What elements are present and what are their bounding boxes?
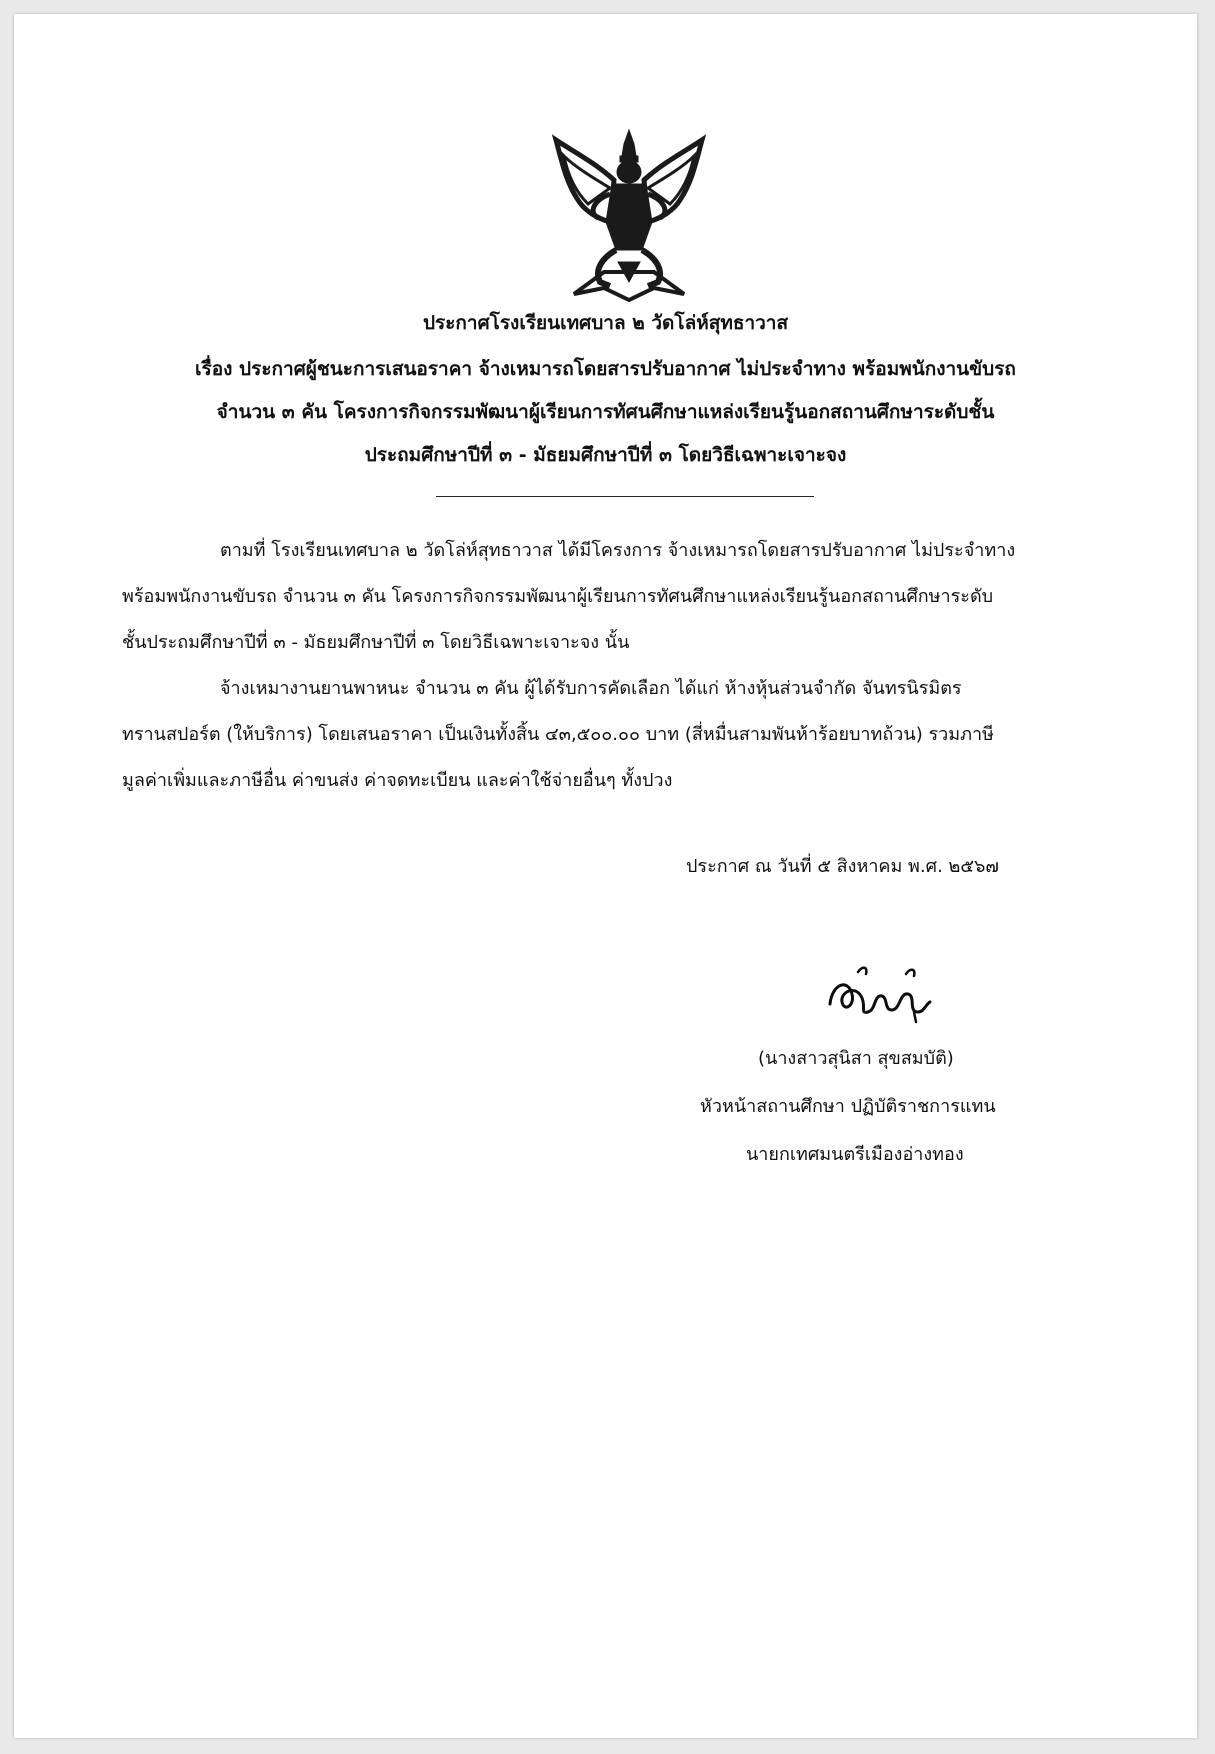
announcement-date: ประกาศ ณ วันที่ ๕ สิงหาคม พ.ศ. ๒๕๖๗ — [686, 856, 999, 877]
handwritten-signature — [822, 954, 942, 1024]
document-heading: ประกาศโรงเรียนเทศบาล ๒ วัดโล่ห์สุทธาวาส — [422, 312, 789, 334]
garuda-emblem-icon — [544, 122, 714, 302]
signer-name: (นางสาวสุนิสา สุขสมบัติ) — [758, 1048, 954, 1069]
paragraph-1-line-2: พร้อมพนักงานขับรถ จำนวน ๓ คัน โครงการกิจกรรมพัฒนาผู้เรียนการทัศนศึกษาแหล่งเรียนรู้นอกสถานศึกษาระดับ — [122, 586, 994, 607]
paragraph-2-line-1: จ้างเหมางานยานพาหนะ จำนวน ๓ คัน ผู้ได้รับการคัดเลือก ได้แก่ ห้างหุ้นส่วนจำกัด จันทรนิรมิตร — [220, 678, 962, 699]
signer-position: หัวหน้าสถานศึกษา ปฏิบัติราชการแทน — [700, 1096, 996, 1117]
paragraph-1-line-3: ชั้นประถมศึกษาปีที่ ๓ - มัธยมศึกษาปีที่ ๓ โดยวิธีเฉพาะเจาะจง นั้น — [122, 632, 630, 653]
signer-role: นายกเทศมนตรีเมืองอ่างทอง — [746, 1144, 964, 1165]
heading-divider — [436, 496, 814, 497]
subject-line-2: จำนวน ๓ คัน โครงการกิจกรรมพัฒนาผู้เรียนการทัศนศึกษาแหล่งเรียนรู้นอกสถานศึกษาระดับชั้น — [216, 401, 995, 423]
document-page — [14, 14, 1197, 1738]
subject-line-3: ประถมศึกษาปีที่ ๓ - มัธยมศึกษาปีที่ ๓ โดยวิธีเฉพาะเจาะจง — [364, 444, 847, 466]
paragraph-2-line-2: ทรานสปอร์ต (ให้บริการ) โดยเสนอราคา เป็นเงินทั้งสิ้น ๔๓,๕๐๐.๐๐ บาท (สี่หมื่นสามพันห้าร้อยบาทถ้วน) รวมภาษี — [122, 724, 994, 745]
paragraph-2-line-3: มูลค่าเพิ่มและภาษีอื่น ค่าขนส่ง ค่าจดทะเบียน และค่าใช้จ่ายอื่นๆ ทั้งปวง — [122, 770, 673, 791]
subject-line-1: เรื่อง ประกาศผู้ชนะการเสนอราคา จ้างเหมารถโดยสารปรับอากาศ ไม่ประจำทาง พร้อมพนักงานขับรถ — [195, 358, 1016, 380]
paragraph-1-line-1: ตามที่ โรงเรียนเทศบาล ๒ วัดโล่ห์สุทธาวาส ได้มีโครงการ จ้างเหมารถโดยสารปรับอากาศ ไม่ประจำทาง — [220, 540, 1016, 561]
